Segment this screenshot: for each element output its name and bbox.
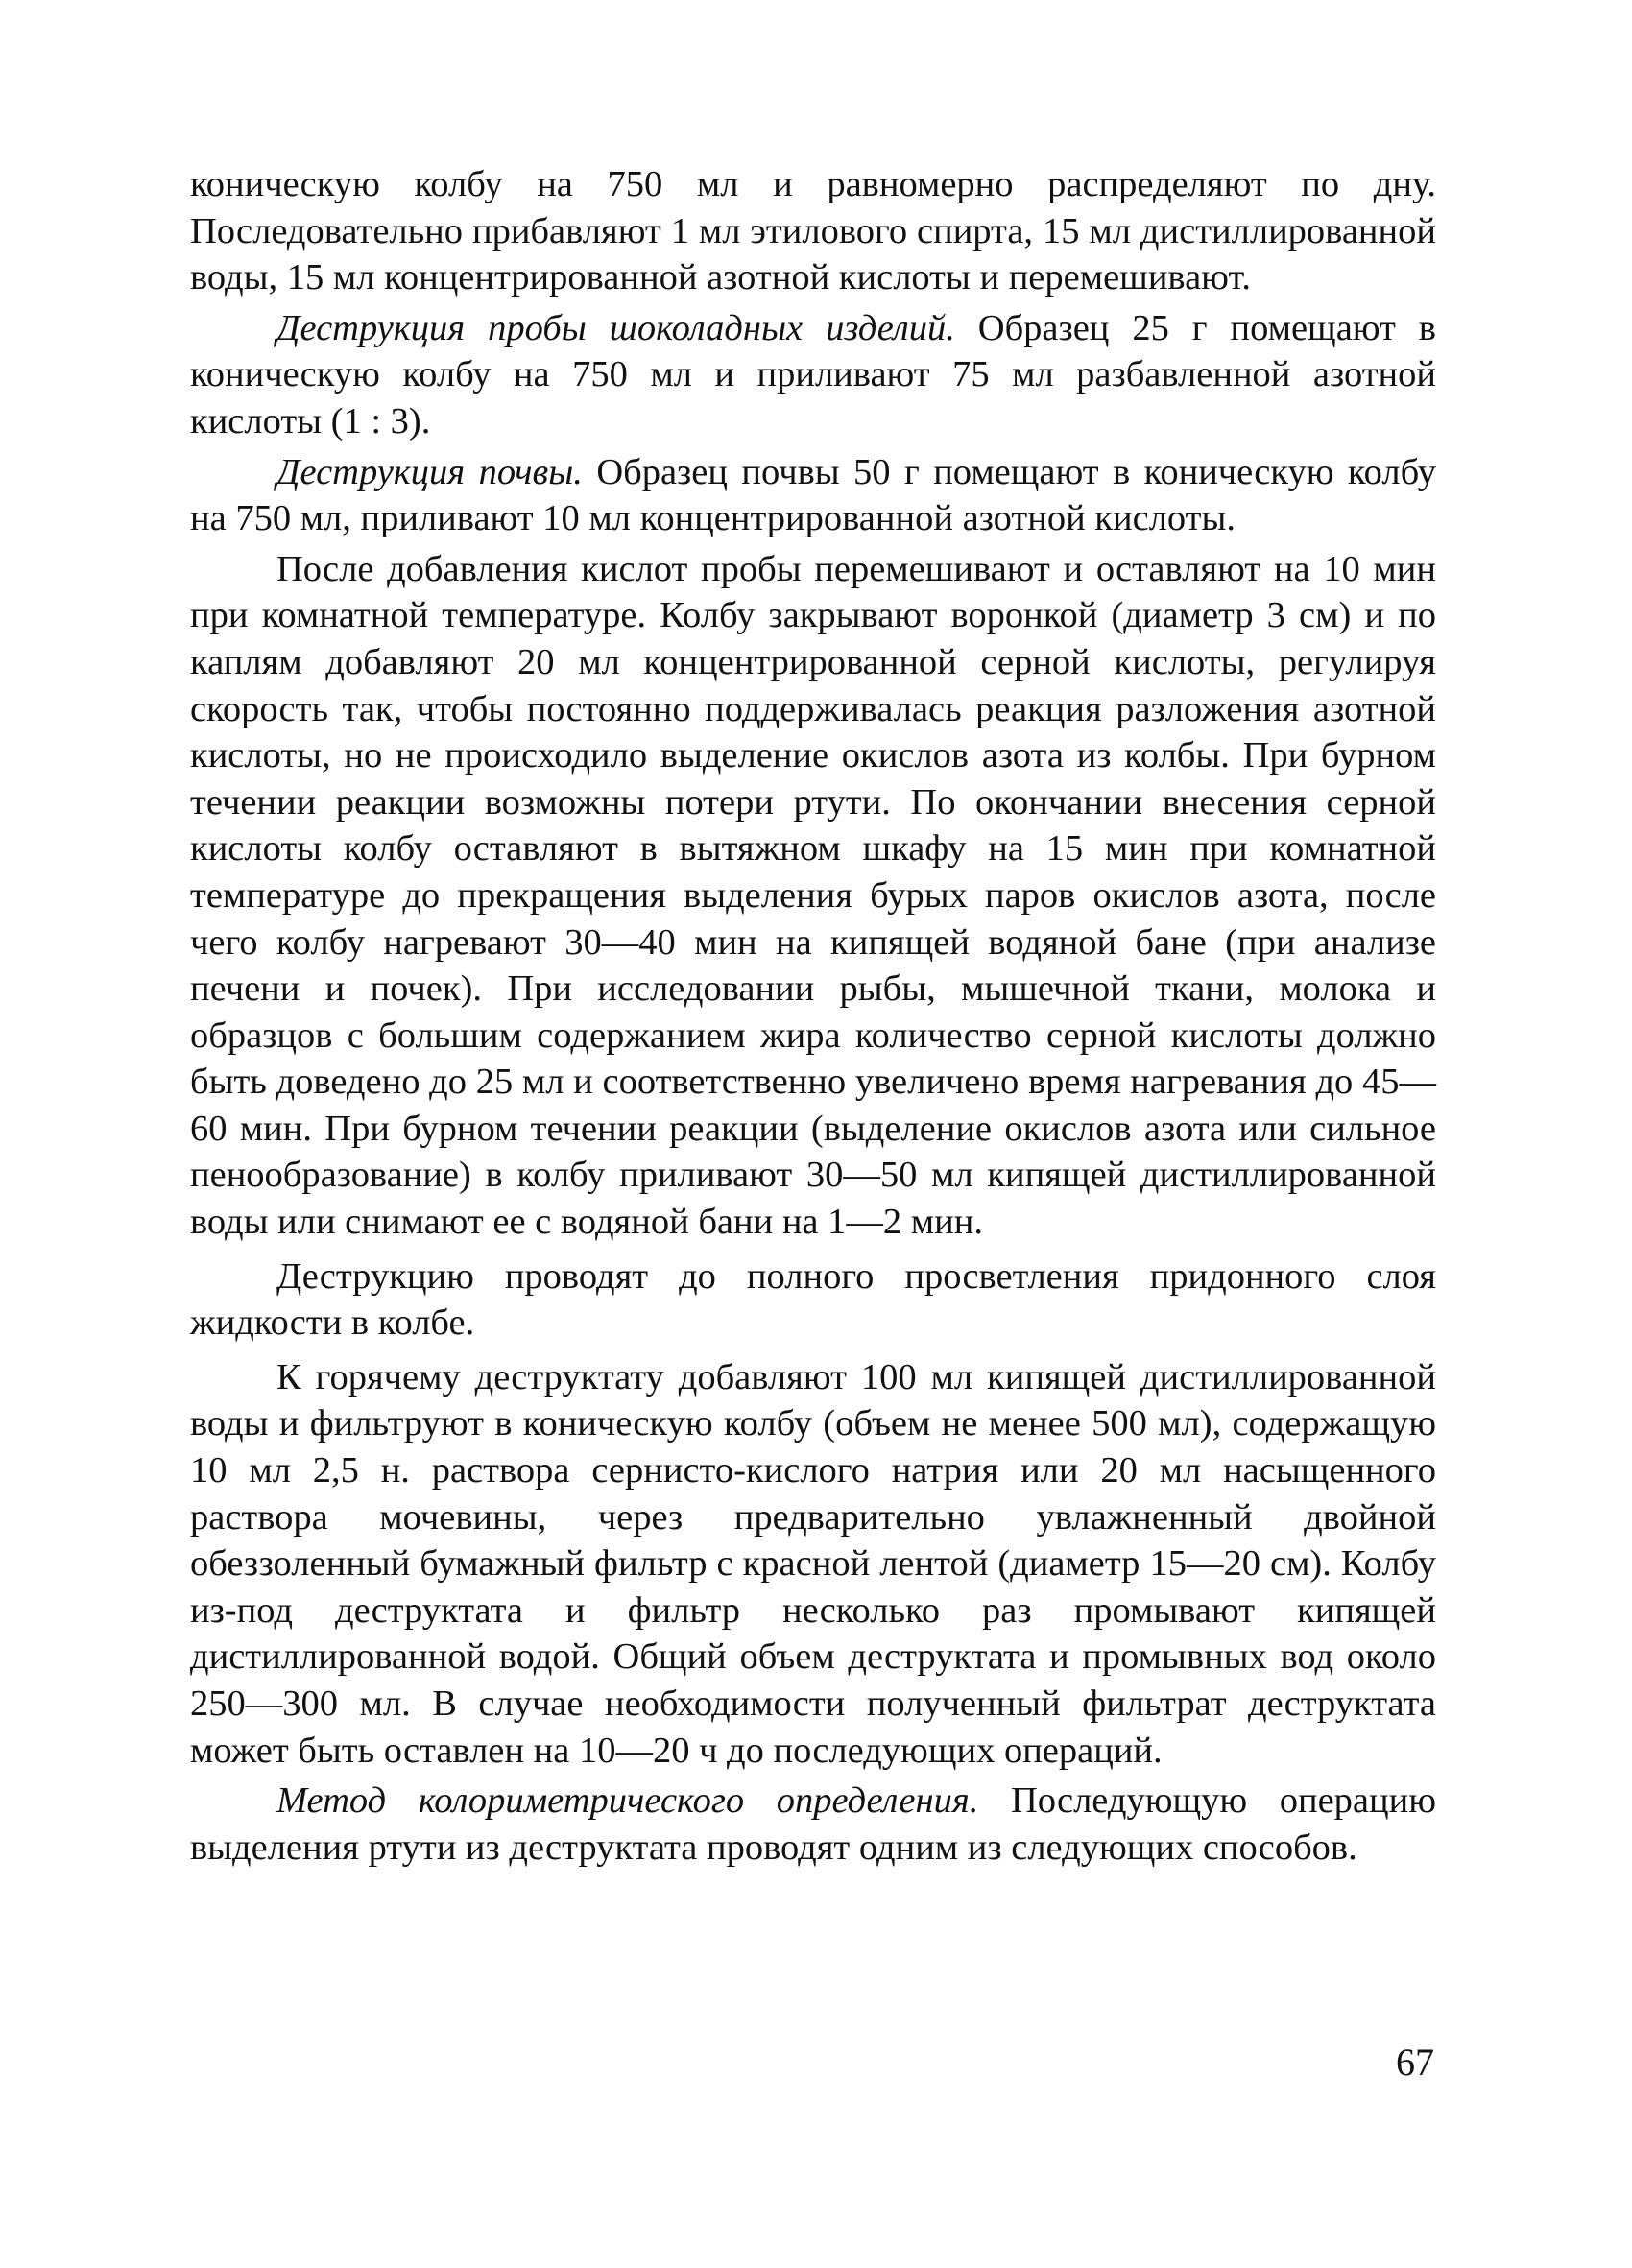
paragraph-3-text: Образец почвы 50 г помещают в коническую колбу на 750 мл, приливают 10 мл концентрированной азотной кислоты. bbox=[190, 451, 1436, 539]
paragraph-3-heading: Деструкция почвы. bbox=[276, 451, 583, 492]
page-number: 67 bbox=[1396, 2041, 1434, 2084]
paragraph-2-heading: Деструкция пробы шоколадных изделий. bbox=[276, 307, 955, 348]
paragraph-4 bbox=[190, 546, 1436, 1246]
paragraph-3 bbox=[190, 449, 1436, 542]
paragraph-7-text: Последующую операцию выделения ртути из деструктата проводят одним из следующих способов. bbox=[190, 1780, 1436, 1868]
paragraph-1 bbox=[190, 161, 1436, 301]
page-body bbox=[190, 161, 1436, 1871]
paragraph-2-text: Образец 25 г помещают в коническую колбу на 750 мл и приливают 75 мл разбавленной азотной кислоты (1 : 3). bbox=[190, 307, 1436, 442]
paragraph-6 bbox=[190, 1354, 1436, 1774]
paragraph-2 bbox=[190, 305, 1436, 445]
paragraph-5-text: Деструкцию проводят до полного просветления придонного слоя жидкости в колбе. bbox=[190, 1255, 1436, 1344]
paragraph-7-heading: Метод колориметрического определения. bbox=[276, 1780, 979, 1822]
paragraph-5 bbox=[190, 1253, 1436, 1347]
paragraph-7 bbox=[190, 1778, 1436, 1871]
paragraph-6-text: К горячему деструктату добавляют 100 мл кипящей дистиллированной воды и фильтруют в коническую колбу (объем не менее 500 мл), содержащую 10 мл 2,5 н. раствора сернисто-кислого натрия или 20 мл насыщенного раствора мочевины, через предварительно увлажненный двойной обеззоленный бумажный фильтр с красной лентой (диаметр 15—20 см). Колбу из-под деструктата и фильтр несколько раз промывают кипящей дистиллированной водой. Общий объем деструктата и промывных вод около 250—300 мл. В случае необходимости полученный фильтрат деструктата может быть оставлен на 10—20 ч до последующих операций. bbox=[190, 1356, 1436, 1771]
paragraph-1-text: коническую колбу на 750 мл и равномерно распределяют по дну. Последовательно прибавляют 1 мл этилового спирта, 15 мл дистиллированной воды, 15 мл концентрированной азотной кислоты и перемешивают. bbox=[190, 164, 1436, 298]
paragraph-4-text: После добавления кислот пробы перемешивают и оставляют на 10 мин при комнатной температуре. Колбу закрывают воронкой (диаметр 3 см) и по каплям добавляют 20 мл концентрированной серной кислоты, регулируя скорость так, чтобы постоянно поддерживалась реакция разложения азотной кислоты, но не происходило выделение окислов азота из колбы. При бурном течении реакции возможны потери ртути. По окончании внесения серной кислоты колбу оставляют в вытяжном шкафу на 15 мин при комнатной температуре до прекращения выделения бурых паров окислов азота, после чего колбу нагревают 30—40 мин на кипящей водяной бане (при анализе печени и почек). При исследовании рыбы, мышечной ткани, молока и образцов с большим содержанием жира количество серной кислоты должно быть доведено до 25 мл и соответственно увеличено время нагревания до 45—60 мин. При бурном течении реакции (выделение окислов азота или сильное пенообразование) в колбу приливают 30—50 мл кипящей дистиллированной воды или снимают ее с водяной бани на 1—2 мин. bbox=[190, 548, 1436, 1243]
